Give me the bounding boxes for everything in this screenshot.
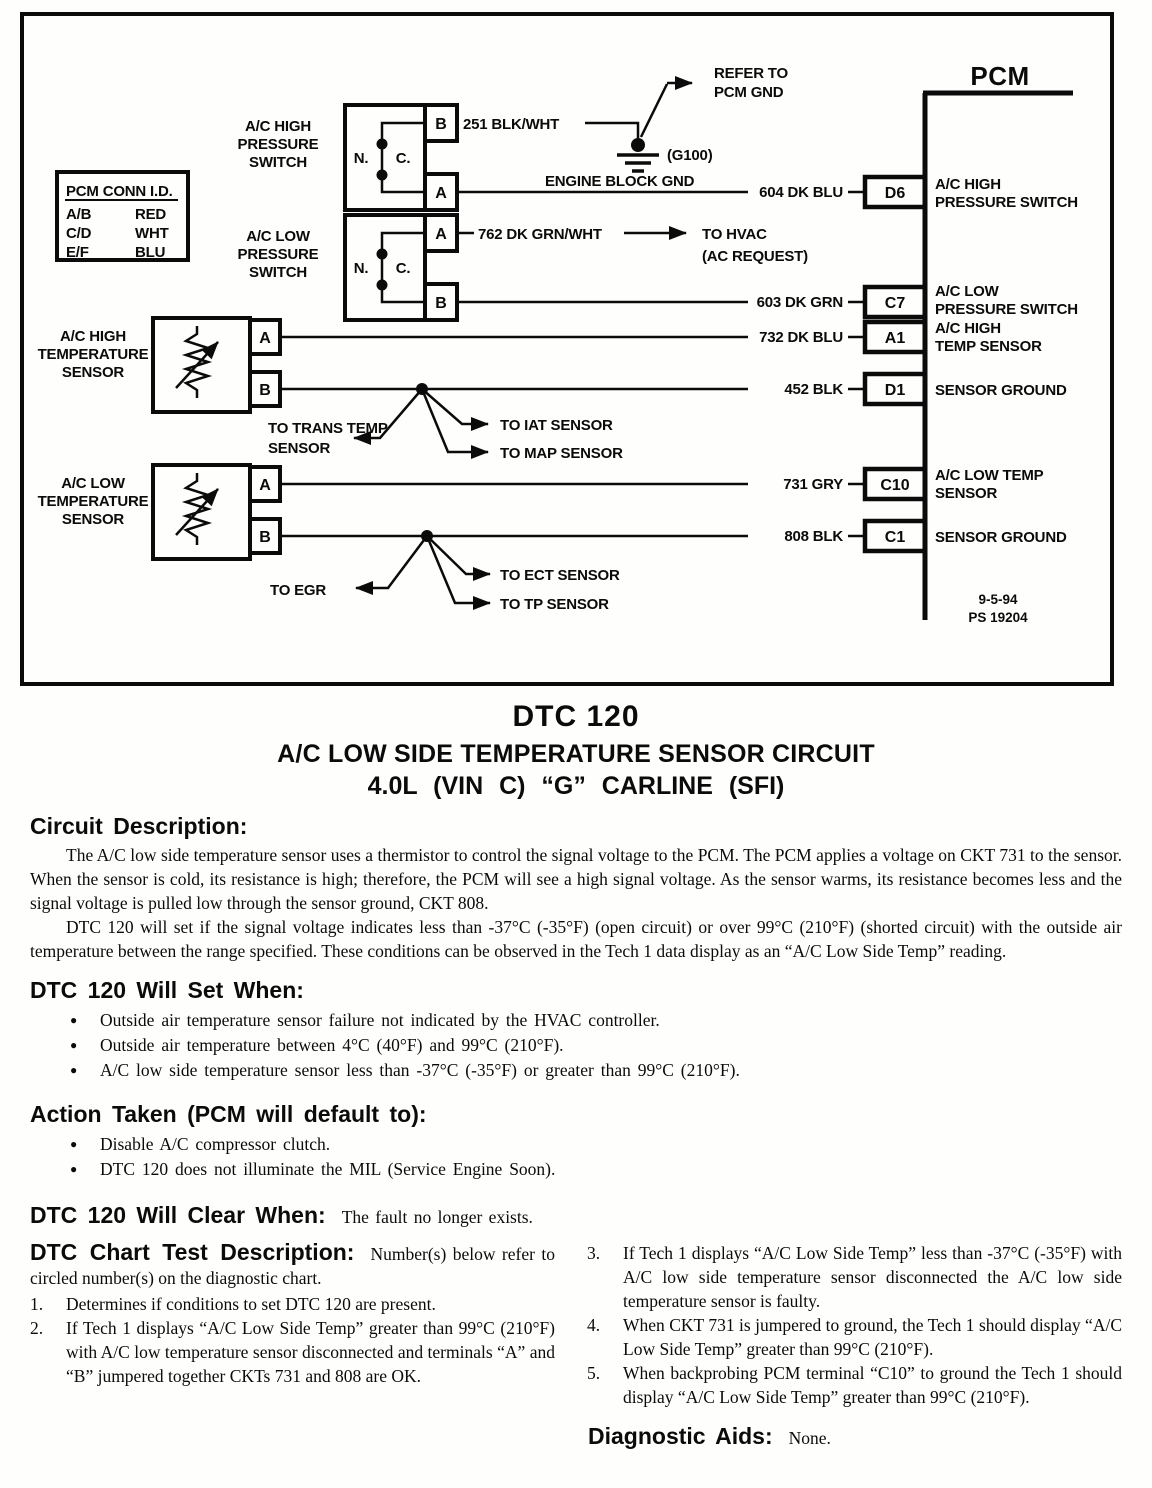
chart-test-item: 3. If Tech 1 displays “A/C Low Side Temp” less than -37°C (-35°F) with A/C low side temperature sensor disconnected the A/C low side temperature sensor is faulty. [587, 1243, 1122, 1311]
wire-808-label: 808 BLK [784, 528, 843, 545]
vehicle-title: 4.0L (VIN C) “G” CARLINE (SFI) [367, 772, 785, 800]
ground-icon [617, 138, 659, 171]
page-content [0, 700, 1152, 1450]
label-line3: SWITCH [249, 264, 307, 281]
conn-row1-key: A/B [66, 206, 92, 223]
pin-c10-id: C10 [880, 477, 910, 494]
thermistor-icon [176, 473, 218, 545]
pin-c10-label1: A/C LOW TEMP [935, 467, 1044, 484]
ac-high-temperature-sensor [38, 318, 280, 412]
terminal-a-label: A [259, 477, 271, 494]
branch-to-egr [356, 536, 427, 588]
wire-762-label: 762 DK GRN/WHT [478, 226, 602, 243]
contact-n-label: N. [353, 150, 369, 167]
pcm-pin-d6 [865, 176, 1078, 211]
chart-test-item: 1. Determines if conditions to set DTC 120 are present. [30, 1294, 436, 1314]
wire-251-blk-wht [457, 116, 638, 138]
pcm-pin-c1 [865, 521, 1067, 551]
pcm-pin-c10 [865, 467, 1044, 502]
label-line3: SENSOR [61, 511, 125, 528]
terminal-a-label: A [435, 226, 447, 243]
pin-d6-label1: A/C HIGH [935, 176, 1001, 193]
diagnostic-aids-text: None. [788, 1428, 831, 1448]
wire-452-blk [268, 381, 865, 462]
pcm-module [865, 61, 1078, 620]
wire-762-dk-grn-wht [457, 226, 808, 265]
refer-line2: PCM GND [714, 84, 784, 101]
ac-low-pressure-switch [238, 215, 457, 320]
thermistor-icon [176, 326, 218, 398]
wire-452-label: 452 BLK [784, 381, 843, 398]
will-set-when-heading: DTC 120 Will Set When: [30, 977, 304, 1003]
pin-a1-label1: A/C HIGH [935, 320, 1001, 337]
tp-label: TO TP SENSOR [500, 596, 609, 613]
pin-a1-label2: TEMP SENSOR [935, 338, 1042, 355]
circuit-title: A/C LOW SIDE TEMPERATURE SENSOR CIRCUIT [277, 740, 875, 768]
engine-block-gnd-label: ENGINE BLOCK GND [545, 173, 695, 190]
will-clear-when-line [30, 1202, 1122, 1229]
contact-c-label: C. [395, 150, 411, 167]
label-line1: A/C HIGH [245, 118, 311, 135]
conn-row3-key: E/F [66, 244, 89, 261]
terminal-b-label: B [259, 529, 271, 546]
pin-d6-id: D6 [884, 185, 906, 202]
circuit-description-heading: Circuit Description: [30, 813, 248, 839]
chart-test-items-3-5 [587, 1241, 1122, 1409]
wire-808-blk [270, 528, 865, 613]
ac-low-temperature-sensor [38, 465, 280, 559]
chart-test-items-1-2 [30, 1292, 555, 1388]
pcm-title: PCM [970, 61, 1030, 91]
wire-603-dk-grn [457, 294, 865, 311]
wire-731-gry [280, 476, 865, 493]
conn-row2-key: C/D [66, 225, 92, 242]
list-item: ● A/C low side temperature sensor less than -37°C (-35°F) or greater than 99°C (210°F). [30, 1058, 1122, 1083]
branch-to-ect [427, 536, 490, 574]
hvac-dest-line2: (AC REQUEST) [702, 248, 808, 265]
chart-test-item: 4. When CKT 731 is jumpered to ground, the Tech 1 should display “A/C Low Side Temp” greater than 99°C (210°F). [587, 1315, 1122, 1359]
ect-label: TO ECT SENSOR [500, 567, 620, 584]
will-set-when-list [30, 1008, 1122, 1083]
trans-temp-label-line1: TO TRANS TEMP [268, 420, 388, 437]
label-line2: PRESSURE [237, 136, 319, 153]
pin-a1-id: A1 [884, 330, 906, 347]
iat-label: TO IAT SENSOR [500, 417, 613, 434]
diagnostic-aids-line [588, 1423, 1122, 1450]
refer-line1: REFER TO [714, 65, 788, 82]
chart-test-intro: Number(s) below refer to circled number(s) on the diagnostic chart. [30, 1244, 555, 1288]
chart-test-right-column [587, 1239, 1122, 1409]
pin-d6-label2: PRESSURE SWITCH [935, 194, 1078, 211]
chart-test-item: 2. If Tech 1 displays “A/C Low Side Temp” greater than 99°C (210°F) with A/C low temperature sensor disconnected and terminals “A” and “B” jumpered together CKTs 731 and 808 are OK. [30, 1318, 555, 1386]
pin-d1-label: SENSOR GROUND [935, 382, 1067, 399]
list-item: ● Outside air temperature sensor failure not indicated by the HVAC controller. [30, 1008, 1122, 1033]
egr-label: TO EGR [270, 582, 327, 599]
pin-d1-id: D1 [884, 382, 906, 399]
label-line1: A/C LOW [246, 228, 310, 245]
pin-c7-label1: A/C LOW [935, 283, 999, 300]
conn-row2-val: WHT [135, 225, 169, 242]
wire-603-label: 603 DK GRN [756, 294, 843, 311]
label-line1: A/C LOW [61, 475, 125, 492]
circuit-description-paragraph-1: The A/C low side temperature sensor uses a thermistor to control the signal voltage to the PCM. The PCM applies a voltage on CKT 731 to the sensor. When the sensor is cold, its resistance is high; therefore, the PCM will see a high signal voltage. As the sensor warms, its resistance becomes less and the signal voltage is pulled low through the sensor ground, CKT 808. [30, 845, 1122, 913]
wire-732-label: 732 DK BLU [759, 329, 843, 346]
pcm-pin-c7 [865, 283, 1078, 318]
chart-test-heading: DTC Chart Test Description: [30, 1239, 355, 1265]
list-item: ● Disable A/C compressor clutch. [30, 1132, 1122, 1157]
pcm-pin-d1 [865, 374, 1067, 404]
pin-c7-id: C7 [884, 295, 906, 312]
terminal-a-label: A [435, 185, 447, 202]
terminal-b-label: B [259, 382, 271, 399]
pin-c7-label2: PRESSURE SWITCH [935, 301, 1078, 318]
action-taken-list [30, 1132, 1122, 1182]
conn-row3-val: BLU [135, 244, 166, 261]
contact-c-label: C. [395, 260, 411, 277]
list-item: ● DTC 120 does not illuminate the MIL (Service Engine Soon). [30, 1157, 1122, 1182]
label-line2: TEMPERATURE [37, 346, 149, 363]
pcm-pin-a1 [865, 320, 1042, 355]
chart-test-columns [30, 1239, 1122, 1409]
list-item: ● Outside air temperature between 4°C (40°F) and 99°C (210°F). [30, 1033, 1122, 1058]
diagnostic-aids-heading: Diagnostic Aids: [588, 1423, 773, 1449]
wire-251-label: 251 BLK/WHT [463, 116, 560, 133]
chart-test-item: 5. When backprobing PCM terminal “C10” to ground the Tech 1 should display “A/C Low Side Temp” greater than 99°C (210°F). [587, 1363, 1122, 1407]
wiring-diagram [0, 0, 1152, 690]
label-line3: SENSOR [61, 364, 125, 381]
pcm-conn-id-title: PCM CONN I.D. [66, 183, 173, 200]
contact-n-label: N. [353, 260, 369, 277]
ac-high-pressure-switch [238, 105, 457, 210]
pin-c1-label: SENSOR GROUND [935, 529, 1067, 546]
branch-to-iat [422, 389, 488, 424]
dtc-code-title: DTC 120 [512, 700, 640, 733]
diagram-doc-number: PS 19204 [968, 610, 1028, 625]
wire-604-dk-blu [457, 173, 865, 201]
pin-c10-label2: SENSOR [935, 485, 998, 502]
wire-731-label: 731 GRY [783, 476, 843, 493]
label-line1: A/C HIGH [60, 328, 126, 345]
trans-temp-label-line2: SENSOR [268, 440, 331, 457]
wire-604-label: 604 DK BLU [759, 184, 843, 201]
terminal-b-label: B [435, 295, 447, 312]
hvac-dest-line1: TO HVAC [702, 226, 767, 243]
will-clear-when-heading: DTC 120 Will Clear When: [30, 1202, 326, 1228]
chart-test-left-column [30, 1239, 555, 1409]
wire-732-dk-blu [280, 329, 865, 346]
will-clear-when-text: The fault no longer exists. [341, 1207, 533, 1227]
label-line2: PRESSURE [237, 246, 319, 263]
terminal-a-label: A [259, 330, 271, 347]
refer-to-pcm-gnd-callout [641, 65, 788, 137]
map-label: TO MAP SENSOR [500, 445, 623, 462]
ground-g100-label: (G100) [667, 147, 713, 164]
pcm-connector-id-table [57, 172, 188, 261]
label-line3: SWITCH [249, 154, 307, 171]
diagram-date: 9-5-94 [978, 592, 1018, 607]
conn-row1-val: RED [135, 206, 167, 223]
circuit-description-paragraph-2: DTC 120 will set if the signal voltage indicates less than -37°C (-35°F) (open circuit) or over 99°C (210°F) (shorted circuit) with the outside air temperature between the range specified. These conditions can be observed in the Tech 1 data display as an “A/C Low Side Temp” reading. [30, 917, 1122, 961]
terminal-b-label: B [435, 116, 447, 133]
action-taken-heading: Action Taken (PCM will default to): [30, 1101, 427, 1127]
pin-c1-id: C1 [884, 529, 906, 546]
label-line2: TEMPERATURE [37, 493, 149, 510]
